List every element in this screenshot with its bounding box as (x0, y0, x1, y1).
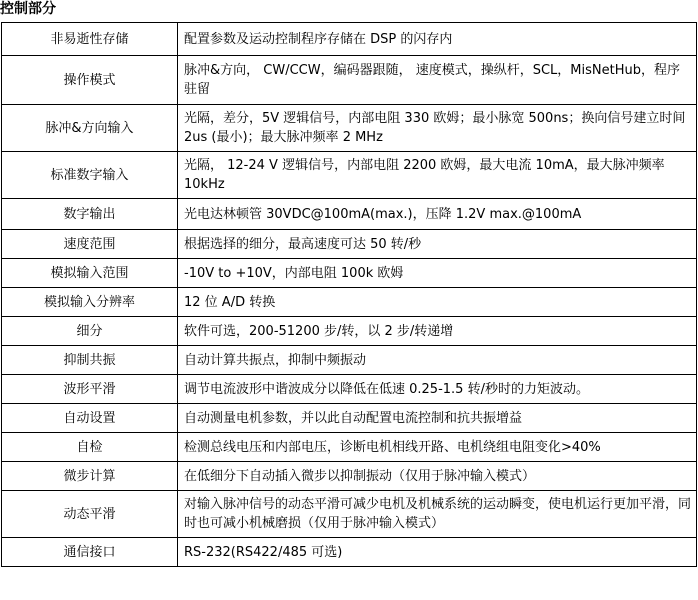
table-row (2, 433, 697, 462)
spec-value: 检测总线电压和内部电压，诊断电机相线开路、电机绕组电阻变化>40% (178, 433, 697, 462)
table-row (2, 105, 697, 152)
spec-value: 光隔，差分，5V 逻辑信号，内部电阻 330 欧姆；最小脉宽 500ns；换向信号建立时间 2us (最小)；最大脉冲频率 2 MHz (178, 105, 697, 152)
spec-table (1, 22, 697, 567)
spec-name: 细分 (2, 317, 178, 346)
table-row (2, 230, 697, 259)
spec-name: 自动设置 (2, 404, 178, 433)
spec-value: 光隔， 12-24 V 逻辑信号，内部电阻 2200 欧姆，最大电流 10mA，最大脉冲频率 10kHz (178, 152, 697, 199)
spec-name: 动态平滑 (2, 491, 178, 538)
table-row (2, 152, 697, 199)
table-row (2, 375, 697, 404)
table-row (2, 23, 697, 56)
table-row (2, 199, 697, 230)
spec-name: 数字输出 (2, 199, 178, 230)
spec-value: RS-232(RS422/485 可选) (178, 538, 697, 567)
section-title: 控制部分 (0, 1, 56, 17)
spec-value: 软件可选，200-51200 步/转，以 2 步/转递增 (178, 317, 697, 346)
table-row (2, 491, 697, 538)
spec-name: 通信接口 (2, 538, 178, 567)
table-row (2, 259, 697, 288)
spec-value: 配置参数及运动控制程序存储在 DSP 的闪存内 (178, 23, 697, 56)
spec-name: 模拟输入分辨率 (2, 288, 178, 317)
table-row (2, 404, 697, 433)
spec-value: 12 位 A/D 转换 (178, 288, 697, 317)
table-row (2, 317, 697, 346)
spec-name: 操作模式 (2, 56, 178, 105)
spec-name: 速度范围 (2, 230, 178, 259)
spec-value: 根据选择的细分，最高速度可达 50 转/秒 (178, 230, 697, 259)
spec-value: -10V to +10V，内部电阻 100k 欧姆 (178, 259, 697, 288)
spec-name: 自检 (2, 433, 178, 462)
table-row (2, 56, 697, 105)
spec-value: 自动计算共振点，抑制中频振动 (178, 346, 697, 375)
spec-name: 微步计算 (2, 462, 178, 491)
spec-value: 自动测量电机参数，并以此自动配置电流控制和抗共振增益 (178, 404, 697, 433)
spec-name: 非易逝性存储 (2, 23, 178, 56)
table-row (2, 288, 697, 317)
spec-name: 模拟输入范围 (2, 259, 178, 288)
spec-name: 波形平滑 (2, 375, 178, 404)
table-row (2, 462, 697, 491)
spec-name: 抑制共振 (2, 346, 178, 375)
spec-value: 在低细分下自动插入微步以抑制振动（仅用于脉冲输入模式） (178, 462, 697, 491)
spec-name: 标准数字输入 (2, 152, 178, 199)
spec-name: 脉冲&方向输入 (2, 105, 178, 152)
spec-value: 光电达林顿管 30VDC@100mA(max.)，压降 1.2V max.@100mA (178, 199, 697, 230)
table-row (2, 538, 697, 567)
spec-value: 对输入脉冲信号的动态平滑可减少电机及机械系统的运动瞬变，使电机运行更加平滑，同时也可减小机械磨损（仅用于脉冲输入模式） (178, 491, 697, 538)
spec-value: 脉冲&方向， CW/CCW，编码器跟随， 速度模式，操纵杆，SCL，MisNetHub，程序驻留 (178, 56, 697, 105)
table-row (2, 346, 697, 375)
spec-value: 调节电流波形中谐波成分以降低在低速 0.25-1.5 转/秒时的力矩波动。 (178, 375, 697, 404)
